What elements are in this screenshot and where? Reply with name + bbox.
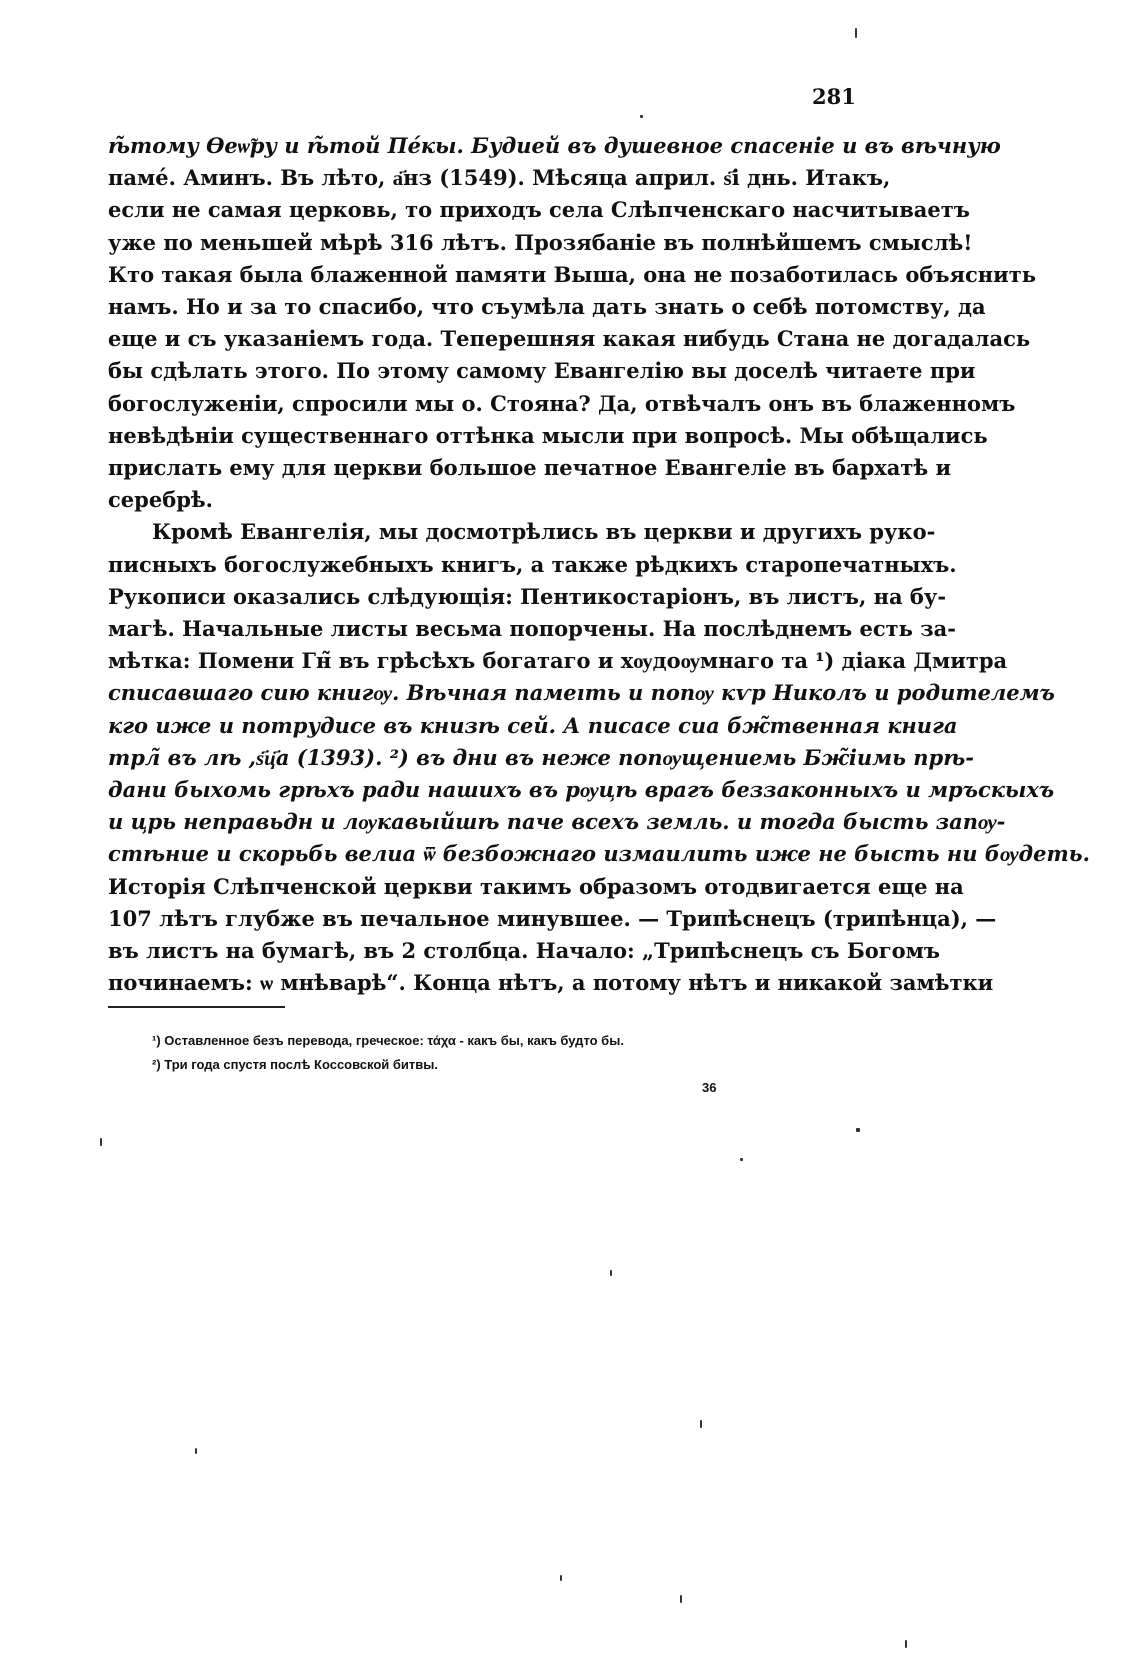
scan-speck — [700, 1420, 702, 1428]
text-line: стѣние и скорьбь велиа ѿ безбожнаго измаилить иже не бысть ни бѹдеть. — [108, 841, 1090, 867]
scan-speck — [680, 1595, 682, 1603]
scan-speck — [740, 1158, 743, 1161]
paragraph-1 — [108, 130, 1037, 516]
text-line: еще и съ указаніемъ года. Теперешняя какая нибудь Стана не догадалась — [108, 326, 1031, 352]
text-line: и црь неправьдн и лѹкавыйшѣ паче всехъ земль. и тогда бысть запѹ- — [108, 809, 1006, 835]
scan-speck — [560, 1575, 562, 1581]
scan-speck — [640, 115, 643, 118]
text-line: намъ. Но и за то спасибо, что съумѣла дать знать о себѣ потомству, да — [108, 294, 986, 320]
footnote-2: ²) Три года спустя послѣ Коссовской битвы. — [152, 1057, 438, 1072]
scan-speck — [905, 1640, 907, 1648]
text-line: трл̃ въ лѣ ,ѕ҃ц҃а (1393). ²) въ дни въ неже попѹщениемь Бж̃іимь прѣ- — [108, 744, 974, 770]
text-line: уже по меньшей мѣрѣ 316 лѣтъ. Прозябаніе въ полнѣйшемъ смыслѣ! — [108, 229, 973, 255]
text-line: если не самая церковь, то приходъ села Слѣпченскаго насчитываетъ — [108, 197, 970, 223]
text-line: ѣ̃тому Ѳеѡ̃ру и ѣ̃той Пе́кы. Будией въ душевное спасеніе и въ вѣчную — [108, 133, 1001, 158]
body-text — [108, 130, 1090, 999]
text-line: Кромѣ Евангелія, мы досмотрѣлись въ церкви и другихъ руко- — [152, 519, 936, 545]
text-line: Рукописи оказались слѣдующія: Пентикостаріонъ, въ листъ, на бу- — [108, 583, 947, 609]
signature-mark: 36 — [702, 1080, 717, 1095]
text-line: Кто такая была блаженной памяти Выша, она не позаботилась объяснить — [108, 261, 1037, 287]
text-line: дани быхомь грѣхъ ради нашихъ въ рѹцѣ врагъ беззаконныхъ и мръскыхъ — [108, 777, 1055, 803]
text-line: Исторія Слѣпченской церкви такимъ образомъ отодвигается еще на — [108, 873, 964, 899]
scan-speck — [855, 28, 857, 38]
scan-speck — [100, 1138, 102, 1146]
text-line: 107 лѣтъ глубже въ печальное минувшее. — Трипѣснецъ (трипѣнца), — — [108, 905, 997, 931]
text-line: починаемъ: ѡ мнѣварѣ“. Конца нѣтъ, а потому нѣтъ и никакой замѣтки — [108, 970, 994, 996]
scan-speck — [856, 1128, 860, 1132]
text-line: серебрѣ. — [108, 487, 213, 513]
text-line: списавшаго сию книгѹ. Вѣчная памеıть и попѹ кѵр Николъ и родителемъ — [108, 680, 1055, 706]
text-line: бы сдѣлать этого. По этому самому Евангелію вы доселѣ читаете при — [108, 358, 976, 384]
text-line: кго иже и потрудисе въ книзѣ сей. А писасе сиа бж̃твенная книга — [108, 712, 958, 738]
text-line: магѣ. Начальные листы весьма попорчены. На послѣднемъ есть за- — [108, 616, 956, 642]
footnote-1: ¹) Оставленное безъ перевода, греческое: τάχα - какъ бы, какъ будто бы. — [152, 1033, 624, 1048]
text-line: невѣдѣніи существеннаго оттѣнка мысли при вопросѣ. Мы обѣщались — [108, 422, 988, 448]
page-number: 281 — [812, 84, 856, 109]
text-line: мѣтка: Помени Гн̃ въ грѣсѣхъ богатаго и хѹдоѹмнаго та ¹) діака Дмитра — [108, 648, 1008, 674]
footnotes — [152, 1029, 792, 1077]
footnote-divider — [108, 1006, 285, 1008]
text-line: писныхъ богослужебныхъ книгъ, а также рѣдкихъ старопечатныхъ. — [108, 551, 957, 577]
text-line: богослуженіи, спросили мы о. Стояна? Да, отвѣчалъ онъ въ блаженномъ — [108, 390, 1016, 416]
scan-speck — [195, 1448, 197, 1454]
paragraph-2 — [108, 516, 1090, 999]
text-line: прислать ему для церкви большое печатное Евангеліе въ бархатѣ и — [108, 455, 952, 481]
scan-speck — [610, 1270, 612, 1276]
text-line: въ листъ на бумагѣ, въ 2 столбца. Начало: „Трипѣснецъ съ Богомъ — [108, 938, 940, 964]
text-line: паме́. Аминъ. Въ лѣто, а҃нз (1549). Мѣсяца април. ѕ҃і днь. Итакъ, — [108, 165, 891, 191]
